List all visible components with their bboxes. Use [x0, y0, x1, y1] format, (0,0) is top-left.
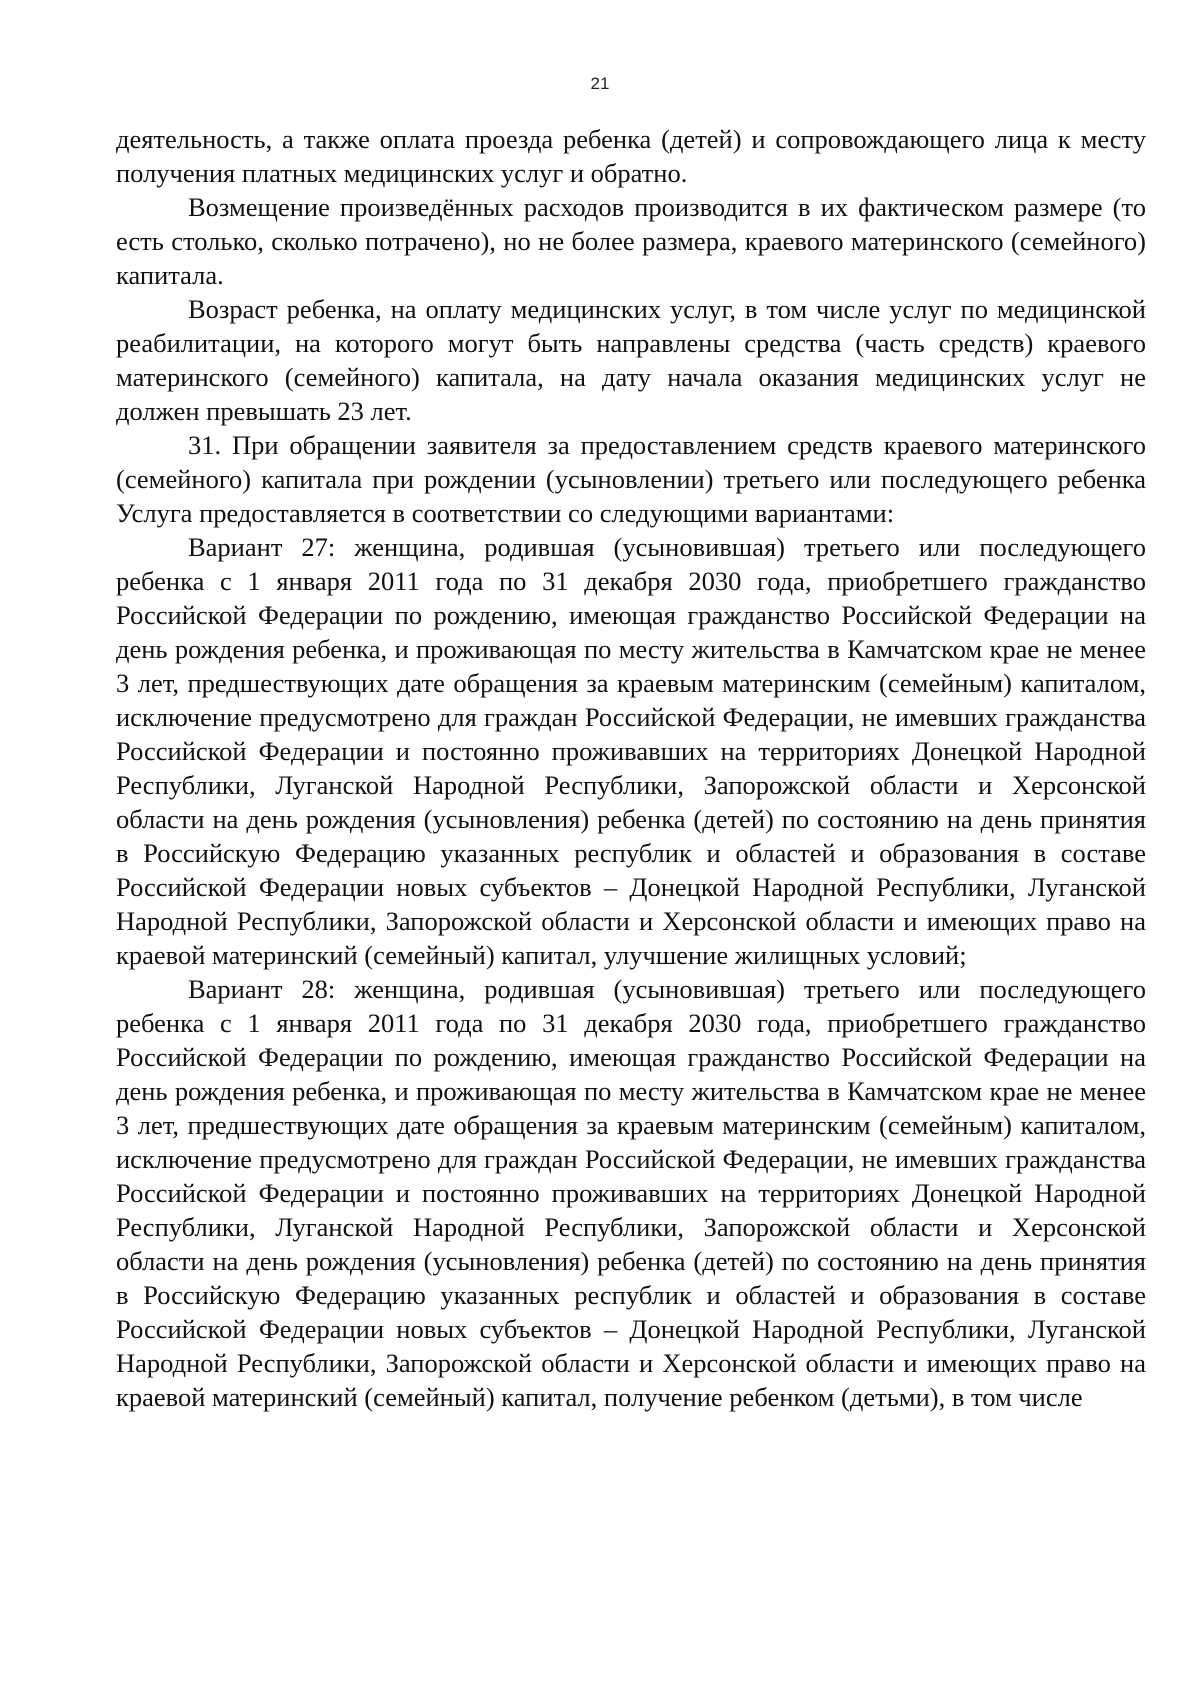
paragraph-child-age-limit: Возраст ребенка, на оплату медицинских услуг, в том числе услуг по медицинской реабилитации, на которого могут быть направлены средства (часть средств) краевого материнского (семейного) капитала, на дату начала оказания медицинских услуг не должен превышать 23 лет.	[116, 294, 1146, 426]
paragraph-item-31: 31. При обращении заявителя за предоставлением средств краевого материнского (семейного) капитала при рождении (усыновлении) третьего или последующего ребенка Услуга предоставляется в соответствии со следующими вариантами:	[116, 430, 1146, 528]
paragraph-variant-27: Вариант 27: женщина, родившая (усыновившая) третьего или последующего ребенка с 1 января 2011 года по 31 декабря 2030 года, приобретшего гражданство Российской Федерации по рождению, имеющая гражданство Российской Федерации на день рождения ребенка, и проживающая по месту жительства в Камчатском крае не менее 3 лет, предшествующих дате обращения за краевым материнским (семейным) капиталом, исключение предусмотрено для граждан Российской Федерации, не имевших гражданства Российской Федерации и постоянно проживавших на территориях Донецкой Народной Республики, Луганской Народной Республики, Запорожской области и Херсонской области на день рождения (усыновления) ребенка (детей) по состоянию на день принятия в Российскую Федерацию указанных республик и областей и образования в составе Российской Федерации новых субъектов – Донецкой Народной Республики, Луганской Народной Республики, Запорожской области и Херсонской области и имеющих право на краевой материнский (семейный) капитал, улучшение жилищных условий;	[116, 532, 1146, 970]
paragraph-continuation: деятельность, а также оплата проезда ребенка (детей) и сопровождающего лица к месту получения платных медицинских услуг и обратно.	[116, 124, 1146, 188]
paragraph-reimbursement: Возмещение произведённых расходов производится в их фактическом размере (то есть столько, сколько потрачено), но не более размера, краевого материнского (семейного) капитала.	[116, 192, 1146, 290]
paragraph-variant-28: Вариант 28: женщина, родившая (усыновившая) третьего или последующего ребенка с 1 января 2011 года по 31 декабря 2030 года, приобретшего гражданство Российской Федерации по рождению, имеющая гражданство Российской Федерации на день рождения ребенка, и проживающая по месту жительства в Камчатском крае не менее 3 лет, предшествующих дате обращения за краевым материнским (семейным) капиталом, исключение предусмотрено для граждан Российской Федерации, не имевших гражданства Российской Федерации и постоянно проживавших на территориях Донецкой Народной Республики, Луганской Народной Республики, Запорожской области и Херсонской области на день рождения (усыновления) ребенка (детей) по состоянию на день принятия в Российскую Федерацию указанных республик и областей и образования в составе Российской Федерации новых субъектов – Донецкой Народной Республики, Луганской Народной Республики, Запорожской области и Херсонской области и имеющих право на краевой материнский (семейный) капитал, получение ребенком (детьми), в том числе	[116, 974, 1146, 1412]
document-body	[116, 122, 1146, 1414]
page-number: 21	[590, 74, 610, 93]
